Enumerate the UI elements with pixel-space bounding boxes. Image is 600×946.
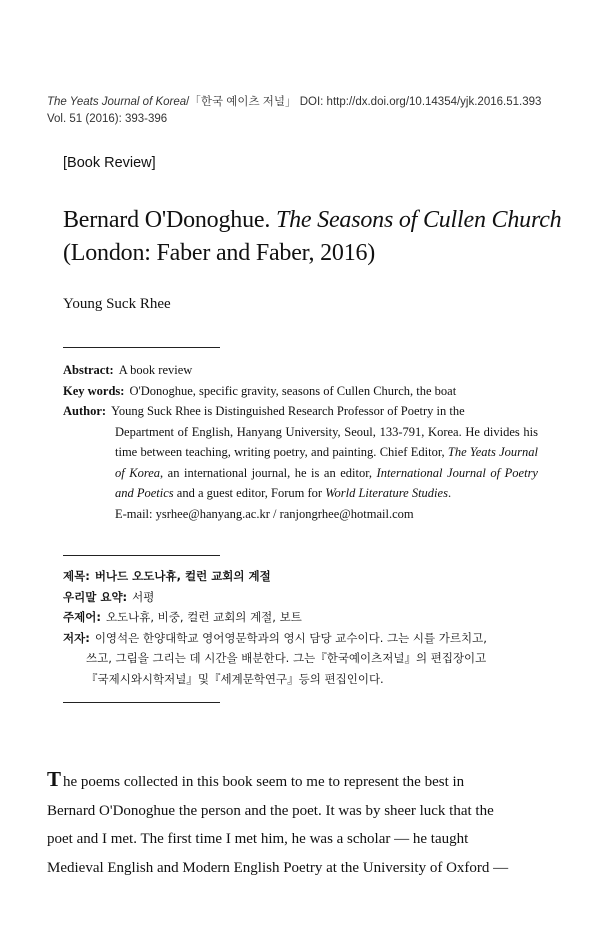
korean-summary-text: 서평 — [132, 589, 155, 604]
divider-rule — [63, 347, 220, 348]
divider-rule — [63, 555, 220, 556]
article-title — [63, 204, 573, 270]
korean-keywords-text: 오도나휴, 비중, 컬런 교회의 계절, 보트 — [105, 610, 302, 624]
volume-info: Vol. 51 (2016): 393-396 — [47, 113, 168, 125]
author-label: Author: — [63, 404, 107, 418]
title-author: Bernard O'Donoghue. — [63, 207, 276, 233]
header-line-1 — [47, 94, 587, 111]
journal-title: The Yeats Journal of Korea — [47, 96, 187, 108]
korean-title-label: 제목: — [63, 569, 90, 583]
abstract-text: A book review — [118, 363, 193, 377]
keywords-row — [63, 381, 538, 402]
author-email[interactable]: E-mail: ysrhee@hanyang.ac.kr / ranjongrhee@hotmail.com — [115, 506, 414, 521]
journal-korean-title: /「한국 예이츠 저널」 — [186, 96, 297, 108]
body-line-4: Medieval English and Modern English Poetry at the University of Oxford — — [47, 859, 509, 876]
journal-name: The Yeats Journal of Korea — [115, 445, 539, 480]
korean-summary-row — [63, 587, 543, 608]
journal-name: World Literature Studies — [325, 486, 448, 500]
body-line-2: Bernard O'Donoghue the person and the poet. It was by sheer luck that the — [47, 802, 494, 819]
korean-author-line-1: 이영석은 한양대학교 영어영문학과의 영시 담당 교수이다. 그는 시를 가르치고, — [94, 630, 487, 645]
keywords-text: O'Donoghue, specific gravity, seasons of Cullen Church, the boat — [129, 383, 457, 398]
korean-author-row — [63, 628, 543, 649]
body-line-3: poet and I met. The first time I met him, he was a scholar — he taught — [47, 831, 469, 847]
korean-metadata-block — [63, 566, 543, 689]
divider-rule — [63, 702, 220, 703]
korean-title-row — [63, 566, 543, 587]
korean-keywords-label: 주제어: — [63, 610, 101, 624]
korean-author-label: 저자: — [63, 630, 90, 645]
title-book: The Seasons of Cullen Church — [275, 207, 562, 233]
author-bio-text: , an international journal, he is an editor, — [160, 465, 377, 480]
drop-cap: T — [47, 767, 62, 791]
running-header — [47, 94, 587, 128]
author-bio-text: Department of English, Hanyang University, Seoul, 133-791, Korea. He divides his time between teaching, writing poetry, and painting. Chief Editor, — [115, 424, 538, 459]
section-label: [Book Review] — [63, 155, 156, 171]
author-bio-text: and a guest editor, Forum for — [173, 486, 326, 500]
body-line-1 — [47, 765, 552, 797]
title-line-1 — [63, 204, 573, 237]
author-row — [63, 401, 538, 422]
author-bio-text: . — [447, 486, 452, 500]
keywords-label: Key words: — [63, 383, 125, 398]
title-line-2: (London: Faber and Faber, 2016) — [63, 240, 376, 266]
korean-title-text: 버나드 오도나휴, 컬런 교회의 계절 — [94, 569, 271, 583]
abstract-label: Abstract: — [63, 363, 114, 377]
journal-name: International Journal of Poetry and Poetics — [115, 465, 538, 500]
abstract-row — [63, 360, 538, 381]
author-bio — [115, 422, 538, 504]
body-line-text: he poems collected in this book seem to me to represent the best in — [63, 774, 465, 790]
metadata-block — [63, 360, 538, 524]
doi-link[interactable]: DOI: http://dx.doi.org/10.14354/yjk.2016.51.393 — [296, 96, 542, 108]
author-name: Young Suck Rhee — [63, 296, 171, 312]
korean-author-line-3: 『국제시와시학저널』및『세계문학연구』등의 편집인이다. — [86, 671, 384, 686]
author-bio-line-1: Young Suck Rhee is Distinguished Research Professor of Poetry in the — [111, 404, 465, 418]
body-paragraph — [47, 765, 552, 882]
korean-keywords-row — [63, 607, 543, 628]
korean-author-line-2: 쓰고, 그림을 그리는 데 시간을 배분한다. 그는『한국예이츠저널』의 편집장이고 — [86, 651, 487, 665]
korean-summary-label: 우리말 요약: — [63, 589, 128, 604]
